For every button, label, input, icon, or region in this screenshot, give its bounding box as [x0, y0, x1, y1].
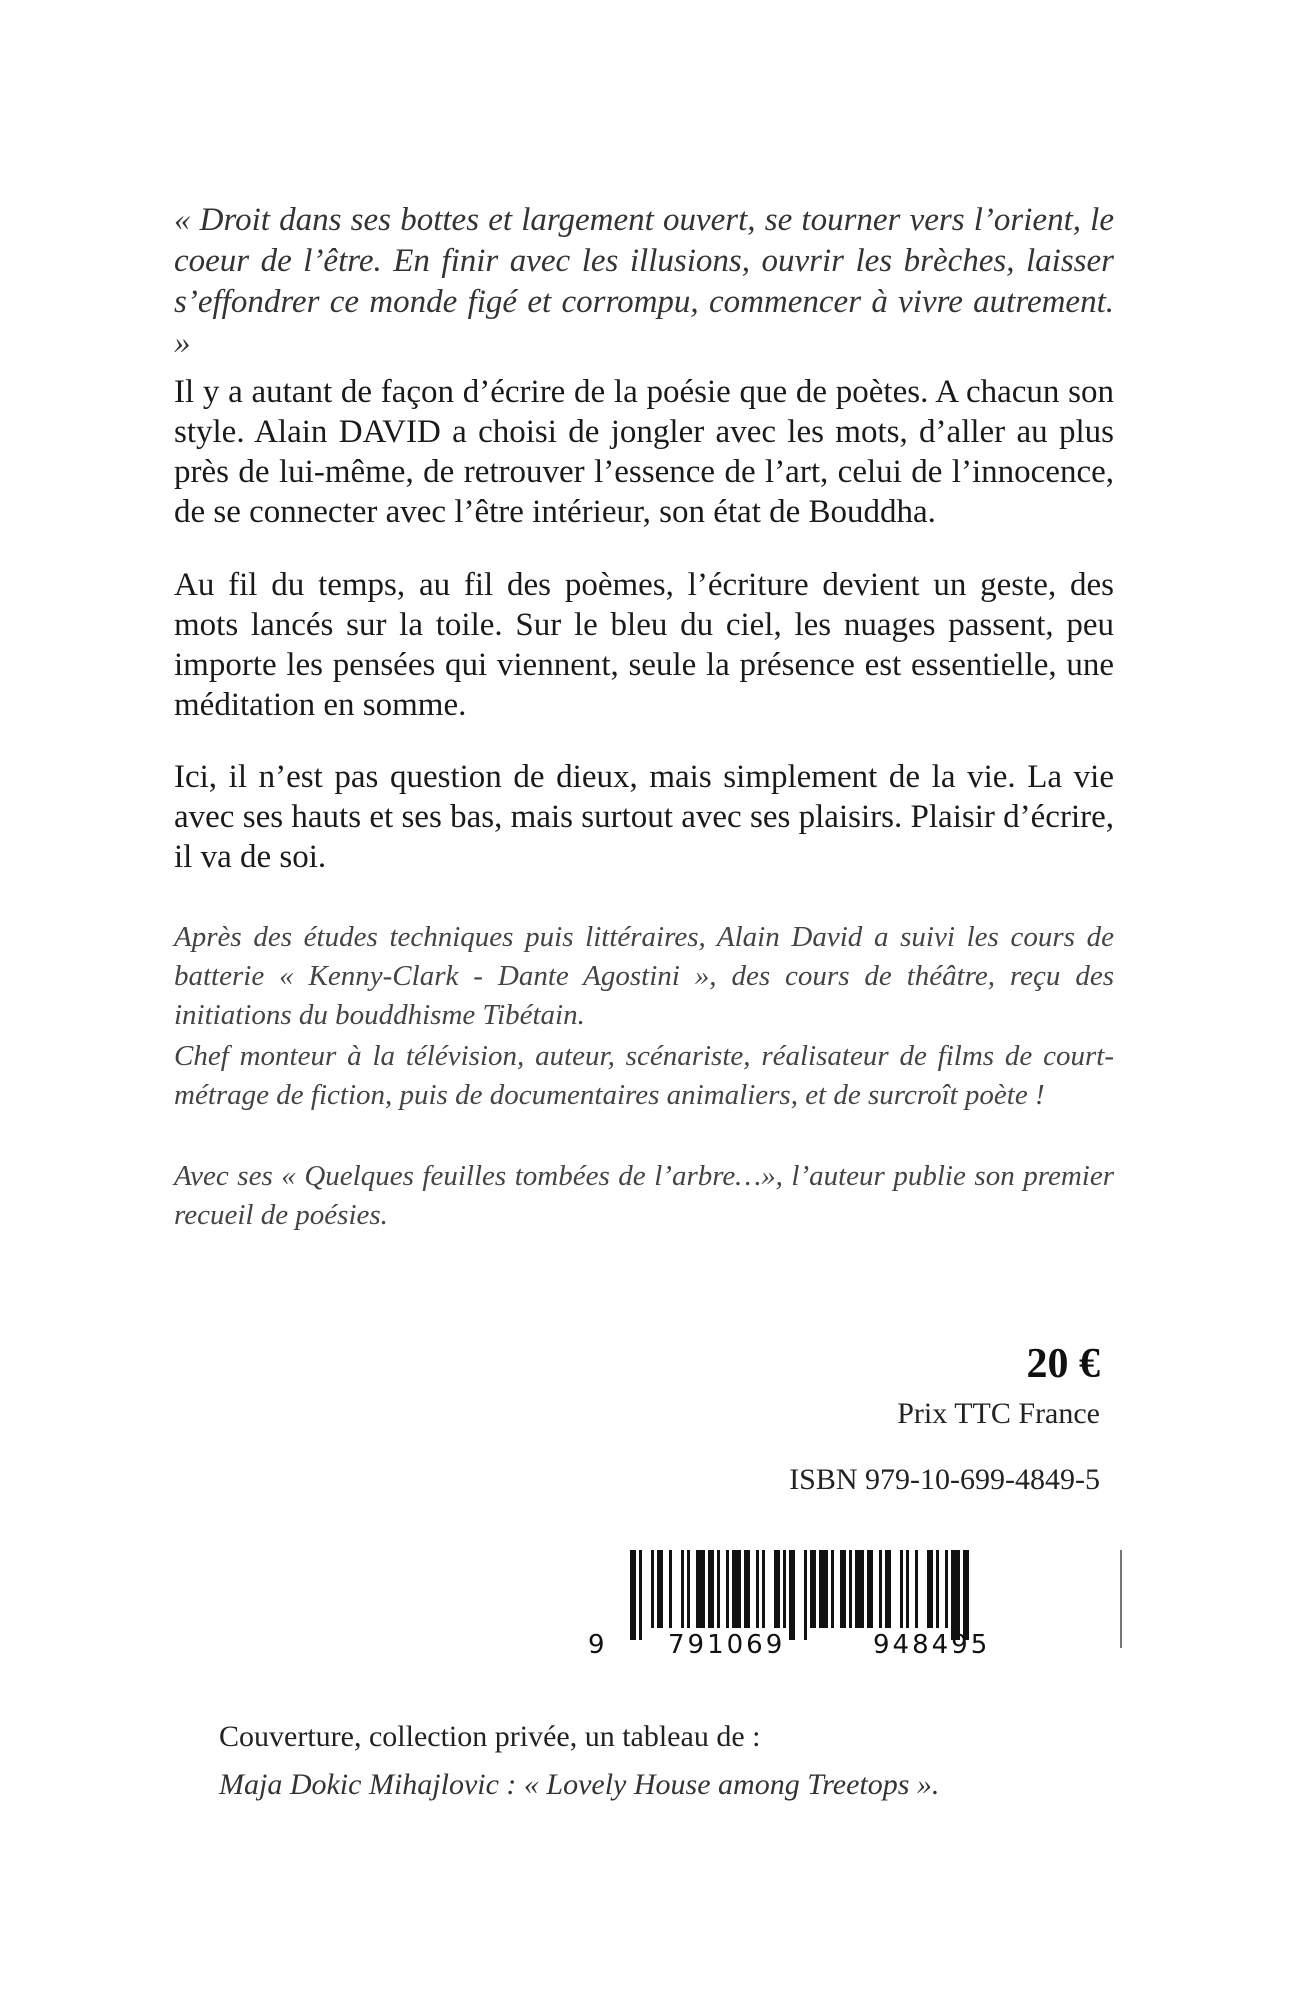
barcode-bar	[951, 1550, 960, 1640]
barcode-bar	[762, 1550, 765, 1628]
barcode-bar	[639, 1550, 642, 1640]
barcode-bar	[906, 1550, 909, 1628]
barcode-bar	[849, 1550, 852, 1628]
barcode-bar	[669, 1550, 672, 1628]
barcode-bar	[831, 1550, 834, 1628]
author-bio-paragraph-2: Chef monteur à la télévision, auteur, scénariste, réalisateur de films de court-métrage de fiction, puis de documentaires animaliers, et de surcroît poète !	[174, 1040, 1114, 1111]
barcode-bar	[945, 1550, 948, 1628]
barcode-bar	[696, 1550, 705, 1628]
barcode-bar	[855, 1550, 864, 1628]
price-label: Prix TTC France	[897, 1397, 1100, 1430]
barcode-bar	[756, 1550, 759, 1628]
barcode-bar	[810, 1550, 816, 1628]
barcode-bar	[783, 1550, 786, 1628]
barcode-digit-first: 9	[588, 1630, 608, 1660]
barcode-bar	[936, 1550, 939, 1628]
intro-quote: « Droit dans ses bottes et largement ouvert, se tourner vers l’orient, le coeur de l’être. En finir avec les illusions, ouvrir les brèches, laisser s’effondrer ce monde figé et corrompu, commencer à vivre autrement. »	[174, 202, 1114, 361]
barcode-bar	[651, 1550, 654, 1628]
barcode-digits	[588, 1630, 1088, 1660]
barcode-bar	[630, 1550, 636, 1640]
barcode-bar	[915, 1550, 918, 1628]
description-paragraph-2: Au fil du temps, au fil des poèmes, l’écriture devient un geste, des mots lancés sur la toile. Sur le bleu du ciel, les nuages passent, peu importe les pensées qui viennent, seule la présence est essentielle, une méditation en somme.	[174, 567, 1114, 723]
barcode-edge-line	[1120, 1550, 1122, 1648]
barcode-bar	[744, 1550, 750, 1628]
barcode-bar	[867, 1550, 873, 1628]
cover-artist-credit: Maja Dokic Mihajlovic : « Lovely House among Treetops ».	[219, 1768, 940, 1801]
description-paragraph-1: Il y a autant de façon d’écrire de la poésie que de poètes. A chacun son style. Alain DAVID a choisi de jongler avec les mots, d’aller au plus près de lui-même, de retrouver l’essence de l’art, celui de l’innocence, de se connecter avec l’être intérieur, son état de Bouddha.	[174, 374, 1114, 530]
barcode-bar	[732, 1550, 741, 1628]
barcode-bar	[885, 1550, 891, 1628]
barcode-bar	[681, 1550, 684, 1628]
barcode-bar	[927, 1550, 933, 1628]
barcode-bar	[774, 1550, 780, 1628]
author-bio-paragraph-1: Après des études techniques puis littéraires, Alain David a suivi les cours de batterie « Kenny-Clark - Dante Agostini », des cours de théâtre, reçu des initiations du bouddhisme Tibétain.	[174, 921, 1114, 1031]
barcode-bar	[963, 1550, 969, 1640]
barcode-bar	[726, 1550, 729, 1628]
barcode-digits-right-group: 948495	[873, 1630, 991, 1660]
barcode-bar	[657, 1550, 663, 1628]
description-paragraph-3: Ici, il n’est pas question de dieux, mais simplement de la vie. La vie avec ses hauts et ses bas, mais surtout avec ses plaisirs. Plaisir d’écrire, il va de soi.	[174, 759, 1114, 875]
barcode-digits-left-group: 791069	[668, 1630, 786, 1660]
barcode-bar	[819, 1550, 828, 1628]
isbn-number: ISBN 979-10-699-4849-5	[789, 1463, 1100, 1496]
cover-credit-line: Couverture, collection privée, un tableau de :	[219, 1720, 761, 1753]
barcode-bar	[804, 1550, 807, 1640]
barcode-bar	[789, 1550, 795, 1640]
author-bio-paragraph-3: Avec ses « Quelques feuilles tombées de l’arbre…», l’auteur publie son premier recueil de poésies.	[174, 1160, 1114, 1231]
barcode-bar	[900, 1550, 903, 1628]
barcode-bar	[687, 1550, 690, 1628]
barcode-bar	[708, 1550, 714, 1628]
barcode-bar	[840, 1550, 846, 1628]
barcode-bar	[717, 1550, 720, 1628]
barcode-bar	[879, 1550, 882, 1628]
price-amount: 20 €	[1026, 1341, 1100, 1387]
